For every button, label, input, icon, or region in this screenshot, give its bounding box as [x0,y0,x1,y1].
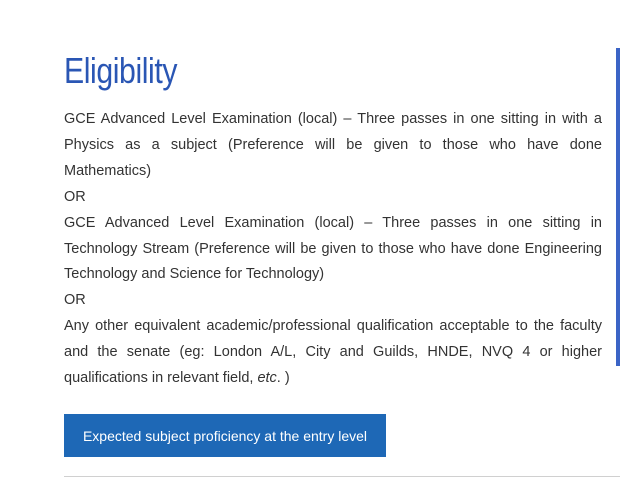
etc-text: etc [257,370,277,387]
section-title: Eligibility [64,50,178,91]
accent-bar [616,48,620,366]
entry-proficiency-button[interactable]: Expected subject proficiency at the entry level [64,414,386,457]
requirement-equivalent-text: Any other equivalent academic/professional qualification acceptable to the faculty and the senate (eg: London A/L, City and Guilds, HNDE, NVQ 4 or higher qualifications in relevant field, [64,318,602,387]
requirement-equivalent-end: . ) [276,370,290,387]
or-separator-1: OR [64,188,86,205]
eligibility-text [64,107,602,392]
requirement-physics: GCE Advanced Level Examination (local) – Three passes in one sitting in with a Physics as a subject (Preference will be given to those who have done Mathematics) [64,111,602,179]
requirement-equivalent [64,314,602,392]
or-separator-2: OR [64,292,86,309]
divider [64,476,620,477]
requirement-technology: GCE Advanced Level Examination (local) – Three passes in one sitting in Technology Stream (Preference will be given to those who have done Engineering Technology and Science for Technology) [64,214,602,283]
eligibility-section [64,48,602,392]
